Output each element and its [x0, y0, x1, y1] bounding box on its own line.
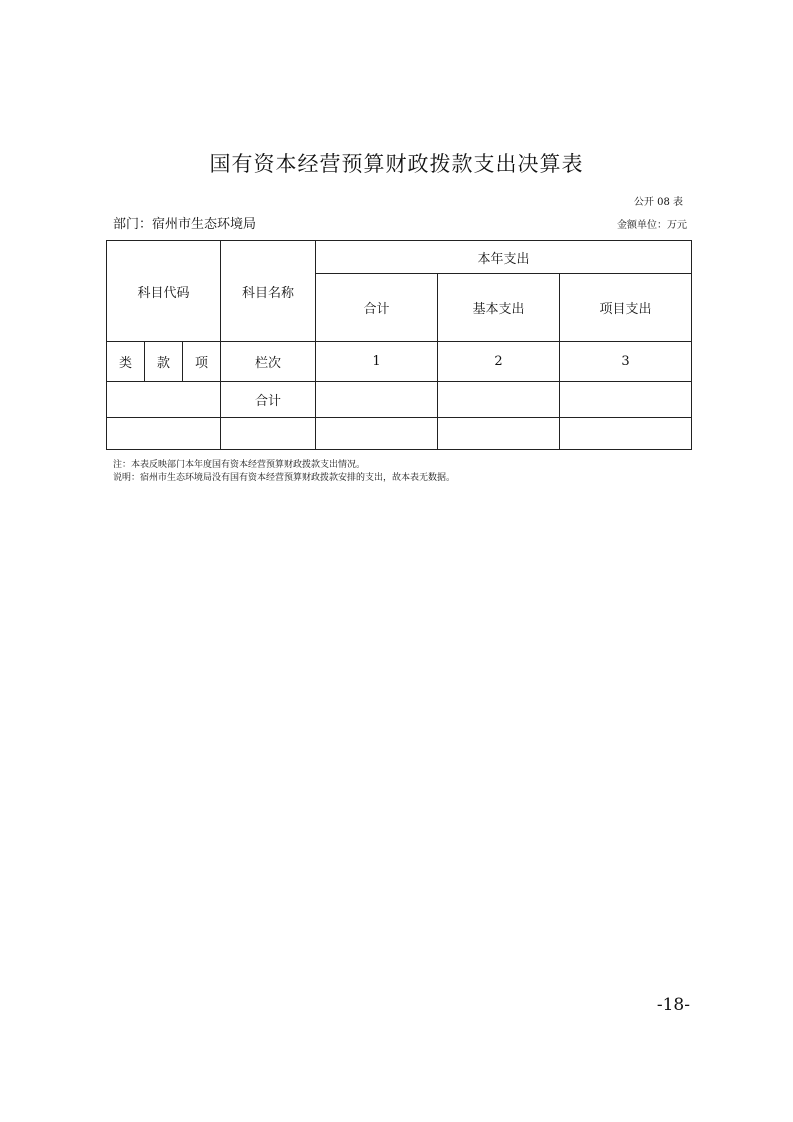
expense-table — [106, 240, 692, 450]
empty-row-name — [221, 418, 316, 450]
table-note: 注：本表反映部门本年度国有资本经营预算财政拨款支出情况。 — [113, 460, 366, 470]
total-row-total — [316, 382, 438, 418]
column-order-row — [107, 342, 692, 382]
project-expense-header: 项目支出 — [560, 274, 692, 342]
empty-row — [107, 418, 692, 450]
section-header: 款 — [145, 342, 183, 382]
form-number: 公开 08 表 — [633, 197, 683, 208]
page-number: -18- — [656, 995, 690, 1015]
table-explanation: 说明：宿州市生态环境局没有国有资本经营预算财政拨款安排的支出，故本表无数据。 — [113, 473, 456, 483]
department-label: 部门：宿州市生态环境局 — [113, 217, 257, 232]
header-row-1 — [107, 241, 692, 274]
current-year-expense-header: 本年支出 — [316, 241, 692, 274]
amount-unit-label: 金额单位：万元 — [617, 220, 687, 231]
empty-row-total — [316, 418, 438, 450]
column-order-label: 栏次 — [221, 342, 316, 382]
total-row-basic — [438, 382, 560, 418]
column-number-1: 1 — [316, 342, 438, 382]
category-header: 类 — [107, 342, 145, 382]
page-title: 国有资本经营预算财政拨款支出决算表 — [209, 152, 584, 176]
column-number-2: 2 — [438, 342, 560, 382]
empty-row-code — [107, 418, 221, 450]
basic-expense-header: 基本支出 — [438, 274, 560, 342]
column-number-3: 3 — [560, 342, 692, 382]
total-header: 合计 — [316, 274, 438, 342]
empty-row-basic — [438, 418, 560, 450]
item-header: 项 — [183, 342, 221, 382]
total-row-project — [560, 382, 692, 418]
empty-row-project — [560, 418, 692, 450]
total-row-code — [107, 382, 221, 418]
subject-name-header: 科目名称 — [221, 241, 316, 342]
notes-block — [113, 459, 455, 485]
subject-code-header: 科目代码 — [107, 241, 221, 342]
total-row — [107, 382, 692, 418]
total-row-label: 合计 — [221, 382, 316, 418]
